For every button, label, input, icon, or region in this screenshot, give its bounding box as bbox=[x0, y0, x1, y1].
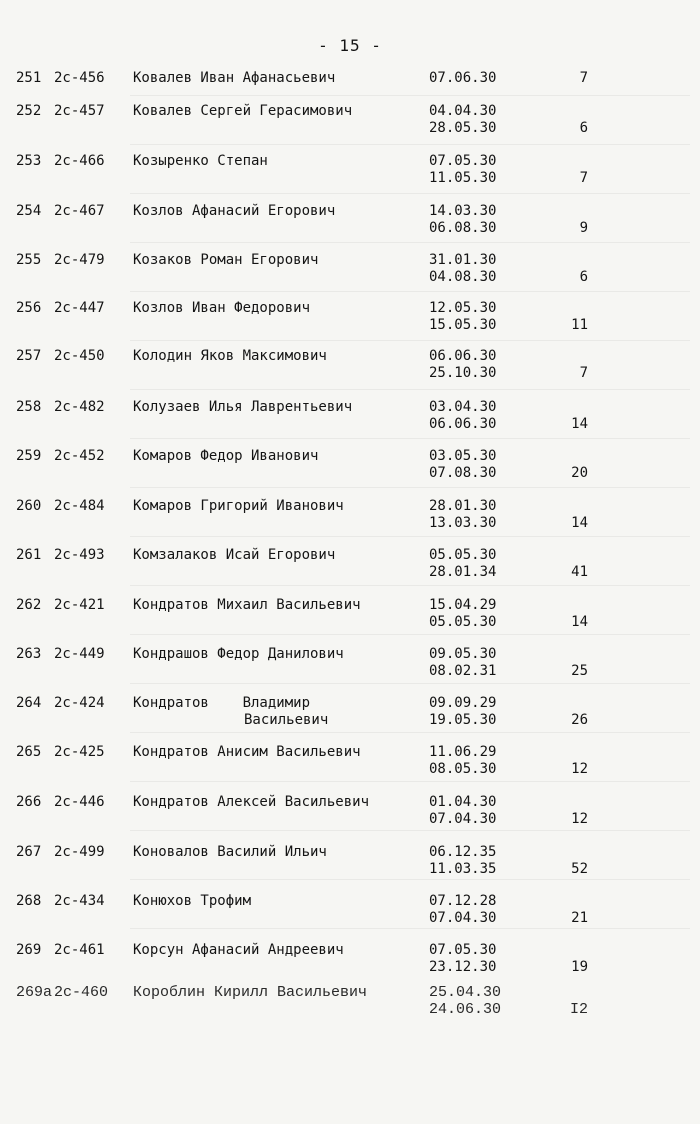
case-code: 2с-479 bbox=[54, 252, 105, 268]
register-entry bbox=[0, 498, 700, 548]
start-date: 12.05.30 bbox=[429, 300, 497, 316]
start-date: 07.12.28 bbox=[429, 893, 497, 909]
day-count: 12 bbox=[571, 811, 588, 827]
end-date: 15.05.30 bbox=[429, 317, 497, 333]
start-date: 07.06.30 bbox=[429, 70, 497, 86]
case-code: 2с-449 bbox=[54, 646, 105, 662]
end-date: 07.04.30 bbox=[429, 910, 497, 926]
register-number: 267 bbox=[16, 844, 42, 860]
register-number: 253 bbox=[16, 153, 42, 169]
end-date: 06.06.30 bbox=[429, 416, 497, 432]
case-code: 2с-421 bbox=[54, 597, 105, 613]
register-number: 269а bbox=[16, 984, 53, 1001]
register-number: 260 bbox=[16, 498, 42, 514]
register-number: 264 bbox=[16, 695, 42, 711]
end-date: 11.05.30 bbox=[429, 170, 497, 186]
end-date: 13.03.30 bbox=[429, 515, 497, 531]
person-name: Кондратов Михаил Васильевич bbox=[133, 597, 361, 613]
day-count: 11 bbox=[571, 317, 588, 333]
person-name: Козаков Роман Егорович bbox=[133, 252, 319, 268]
end-date: 07.08.30 bbox=[429, 465, 497, 481]
day-count: 26 bbox=[571, 712, 588, 728]
person-name: Комаров Григорий Иванович bbox=[133, 498, 344, 514]
day-count: 6 bbox=[579, 120, 588, 136]
register-entry bbox=[0, 399, 700, 449]
register-entry bbox=[0, 984, 700, 1034]
register-entry bbox=[0, 300, 700, 350]
case-code: 2с-484 bbox=[54, 498, 105, 514]
end-date: 11.03.35 bbox=[429, 861, 497, 877]
register-entry bbox=[0, 597, 700, 647]
person-name: Ковалев Иван Афанасьевич bbox=[133, 70, 336, 86]
day-count: 14 bbox=[571, 515, 588, 531]
register-number: 256 bbox=[16, 300, 42, 316]
register-number: 262 bbox=[16, 597, 42, 613]
register-number: 255 bbox=[16, 252, 42, 268]
register-entry bbox=[0, 893, 700, 943]
person-name: Конюхов Трофим bbox=[133, 893, 252, 909]
register-entry bbox=[0, 844, 700, 894]
register-number: 252 bbox=[16, 103, 42, 119]
register-number: 265 bbox=[16, 744, 42, 760]
end-date: 28.01.34 bbox=[429, 564, 497, 580]
start-date: 09.09.29 bbox=[429, 695, 497, 711]
register-number: 269 bbox=[16, 942, 42, 958]
person-name: Короблин Кирилл Васильевич bbox=[133, 984, 368, 1001]
day-count: 9 bbox=[579, 220, 588, 236]
case-code: 2с-461 bbox=[54, 942, 105, 958]
register-entry bbox=[0, 547, 700, 597]
case-code: 2с-447 bbox=[54, 300, 105, 316]
register-entry bbox=[0, 695, 700, 745]
register-number: 266 bbox=[16, 794, 42, 810]
case-code: 2с-460 bbox=[54, 984, 109, 1001]
register-number: 251 bbox=[16, 70, 42, 86]
day-count: 41 bbox=[571, 564, 588, 580]
case-code: 2с-452 bbox=[54, 448, 105, 464]
person-name: Коновалов Василий Ильич bbox=[133, 844, 327, 860]
register-entry bbox=[0, 153, 700, 203]
case-code: 2с-466 bbox=[54, 153, 105, 169]
register-entry bbox=[0, 448, 700, 498]
person-name-continued: Васильевич bbox=[244, 712, 329, 728]
start-date: 07.05.30 bbox=[429, 153, 497, 169]
day-count: 6 bbox=[579, 269, 588, 285]
start-date: 07.05.30 bbox=[429, 942, 497, 958]
person-name: Кондратов Анисим Васильевич bbox=[133, 744, 361, 760]
register-number: 268 bbox=[16, 893, 42, 909]
start-date: 01.04.30 bbox=[429, 794, 497, 810]
case-code: 2с-493 bbox=[54, 547, 105, 563]
register-entry bbox=[0, 203, 700, 253]
register-entry bbox=[0, 646, 700, 696]
start-date: 04.04.30 bbox=[429, 103, 497, 119]
register-number: 261 bbox=[16, 547, 42, 563]
end-date: 23.12.30 bbox=[429, 959, 497, 975]
register-number: 257 bbox=[16, 348, 42, 364]
register-entry bbox=[0, 348, 700, 398]
person-name: Кондратов Алексей Васильевич bbox=[133, 794, 370, 810]
case-code: 2с-446 bbox=[54, 794, 105, 810]
day-count: 12 bbox=[571, 761, 588, 777]
register-entry bbox=[0, 252, 700, 302]
register-number: 254 bbox=[16, 203, 42, 219]
person-name: Корсун Афанасий Андреевич bbox=[133, 942, 344, 958]
person-name: Ковалев Сергей Герасимович bbox=[133, 103, 353, 119]
day-count: 19 bbox=[571, 959, 588, 975]
day-count: 21 bbox=[571, 910, 588, 926]
page-number: - 15 - bbox=[318, 36, 382, 55]
start-date: 25.04.30 bbox=[429, 984, 502, 1001]
day-count: 7 bbox=[579, 70, 588, 86]
case-code: 2с-424 bbox=[54, 695, 105, 711]
register-entry bbox=[0, 103, 700, 153]
person-name: Козлов Афанасий Егорович bbox=[133, 203, 336, 219]
start-date: 11.06.29 bbox=[429, 744, 497, 760]
person-name: Комаров Федор Иванович bbox=[133, 448, 319, 464]
case-code: 2с-499 bbox=[54, 844, 105, 860]
case-code: 2с-467 bbox=[54, 203, 105, 219]
case-code: 2с-425 bbox=[54, 744, 105, 760]
day-count: I2 bbox=[569, 1001, 588, 1018]
register-number: 258 bbox=[16, 399, 42, 415]
start-date: 31.01.30 bbox=[429, 252, 497, 268]
case-code: 2с-456 bbox=[54, 70, 105, 86]
day-count: 52 bbox=[571, 861, 588, 877]
end-date: 08.05.30 bbox=[429, 761, 497, 777]
start-date: 03.05.30 bbox=[429, 448, 497, 464]
day-count: 25 bbox=[571, 663, 588, 679]
end-date: 25.10.30 bbox=[429, 365, 497, 381]
case-code: 2с-482 bbox=[54, 399, 105, 415]
day-count: 7 bbox=[579, 170, 588, 186]
start-date: 03.04.30 bbox=[429, 399, 497, 415]
person-name: Козыренко Степан bbox=[133, 153, 268, 169]
start-date: 14.03.30 bbox=[429, 203, 497, 219]
person-name: Кондрашов Федор Данилович bbox=[133, 646, 344, 662]
person-name: Колодин Яков Максимович bbox=[133, 348, 327, 364]
register-number: 259 bbox=[16, 448, 42, 464]
day-count: 14 bbox=[571, 614, 588, 630]
register-number: 263 bbox=[16, 646, 42, 662]
end-date: 28.05.30 bbox=[429, 120, 497, 136]
end-date: 07.04.30 bbox=[429, 811, 497, 827]
end-date: 19.05.30 bbox=[429, 712, 497, 728]
start-date: 15.04.29 bbox=[429, 597, 497, 613]
day-count: 20 bbox=[571, 465, 588, 481]
start-date: 09.05.30 bbox=[429, 646, 497, 662]
case-code: 2с-434 bbox=[54, 893, 105, 909]
end-date: 24.06.30 bbox=[429, 1001, 502, 1018]
end-date: 04.08.30 bbox=[429, 269, 497, 285]
start-date: 06.06.30 bbox=[429, 348, 497, 364]
person-name: Козлов Иван Федорович bbox=[133, 300, 311, 316]
start-date: 06.12.35 bbox=[429, 844, 497, 860]
day-count: 7 bbox=[579, 365, 588, 381]
start-date: 28.01.30 bbox=[429, 498, 497, 514]
person-name: Колузаев Илья Лаврентьевич bbox=[133, 399, 353, 415]
person-name: Кондратов Владимир bbox=[133, 695, 311, 711]
day-count: 14 bbox=[571, 416, 588, 432]
person-name: Комзалаков Исай Егорович bbox=[133, 547, 336, 563]
start-date: 05.05.30 bbox=[429, 547, 497, 563]
register-entry bbox=[0, 794, 700, 844]
end-date: 05.05.30 bbox=[429, 614, 497, 630]
end-date: 08.02.31 bbox=[429, 663, 497, 679]
end-date: 06.08.30 bbox=[429, 220, 497, 236]
case-code: 2с-450 bbox=[54, 348, 105, 364]
case-code: 2с-457 bbox=[54, 103, 105, 119]
register-entry bbox=[0, 744, 700, 794]
